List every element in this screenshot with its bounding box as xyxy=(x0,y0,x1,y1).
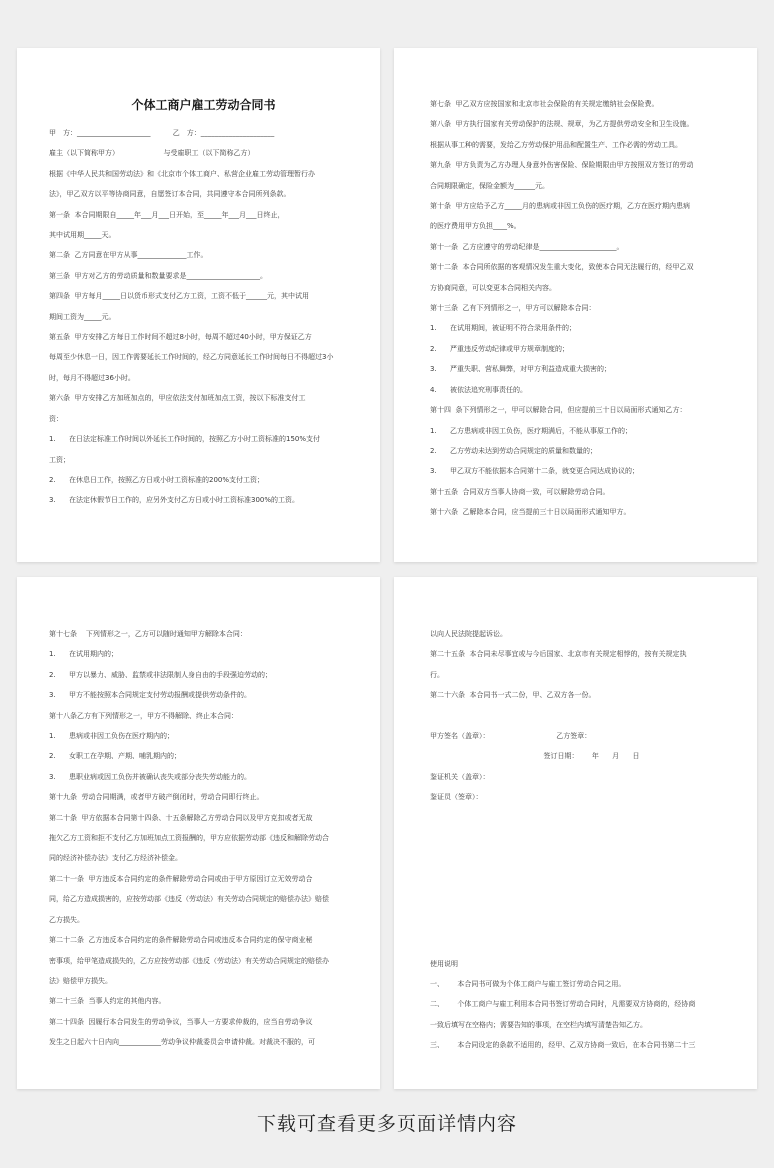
text-line: 三、 本合同设定的条款不适用的，经甲、乙双方协商一致后，在本合同书第二十三 xyxy=(430,1041,696,1050)
text-line: 法》赔偿甲方损失。 xyxy=(49,976,112,985)
text-line: 3. 甲乙双方不能依据本合同第十二条，就变更合同达成协议的； xyxy=(430,467,640,476)
page-4-signature-section xyxy=(430,624,737,808)
text-line: 鉴证员（签章）： xyxy=(430,793,483,802)
text-line: 2. 甲方以暴力、威胁、监禁或非法限制人身自由的手段强迫劳动的； xyxy=(49,670,273,679)
contract-page-4 xyxy=(394,577,757,1089)
text-line: 一致后填写在空格内；需要告知的事项，在空栏内填写清楚告知乙方。 xyxy=(430,1020,647,1029)
text-line: 二、 个体工商户与雇工利用本合同书签订劳动合同时，凡需要双方协商的，经协商 xyxy=(430,1000,696,1009)
text-line: 第十二条 本合同所依据的客观情况发生重大变化，致使本合同无法履行的，经甲乙双 xyxy=(430,263,694,272)
text-line: 签订日期： 年 月 日 xyxy=(430,752,640,761)
text-line: 第一条 本合同期限自_____年___月___日开始，至_____年___月___日终止， xyxy=(49,210,285,219)
text-line: 第十八条乙方有下列情形之一，甲方不得解除、终止本合同： xyxy=(49,711,238,720)
text-line: 第二十一条 甲方违反本合同约定的条件解除劳动合同或由于甲方原因订立无效劳动合 xyxy=(49,874,313,883)
text-line: 甲方签名（盖章）： 乙方签章： xyxy=(430,732,592,741)
text-line: 2. 女职工在孕期、产期、哺乳期内的； xyxy=(49,752,182,761)
text-line: 一、 本合同书可做为个体工商户与雇工签订劳动合同之用。 xyxy=(430,980,626,989)
page-2-body xyxy=(430,94,737,523)
text-line: 期间工资为_____元。 xyxy=(49,312,116,321)
text-line: 的医疗费用甲方负担____%。 xyxy=(430,222,521,231)
text-line: 3. 患职业病或因工负伤并被确认丧失或部分丧失劳动能力的。 xyxy=(49,772,252,781)
text-line: 第二条 乙方同意在甲方从事______________工作。 xyxy=(49,251,208,260)
text-line: 行。 xyxy=(430,670,444,679)
text-line: 方协商同意，可以变更本合同相关内容。 xyxy=(430,283,556,292)
text-line: 甲 方：_____________________ 乙 方：_____________________ xyxy=(49,129,275,137)
text-line: 合同期限确定，保险金额为______元。 xyxy=(430,181,549,190)
text-line: 时，每月不得超过36小时。 xyxy=(49,373,135,382)
text-line: 根据《中华人民共和国劳动法》和《北京市个体工商户、私营企业雇工劳动管理暂行办 xyxy=(49,169,315,178)
text-line: 拖欠乙方工资和拒不支付乙方加班加点工资报酬的，甲方应依据劳动部《违反和解除劳动合 xyxy=(49,834,329,843)
text-line: 第二十三条 当事人约定的其他内容。 xyxy=(49,997,166,1006)
text-line: 第三条 甲方对乙方的劳动质量和数量要求是_____________________。 xyxy=(49,271,267,280)
text-line: 第十七条 下列情形之一，乙方可以随时通知甲方解除本合同： xyxy=(49,630,247,638)
text-line: 2. 在休息日工作，按照乙方日或小时工资标准的200%支付工资； xyxy=(49,475,265,484)
text-line: 第四条 甲方每月_____日以货币形式支付乙方工资，工资不低于______元，其中试用 xyxy=(49,292,309,301)
text-line: 1. 在试用期间，被证明不符合录用条件的； xyxy=(430,324,577,333)
text-line: 1. 乙方患病或非因工负伤，医疗期满后，不能从事原工作的； xyxy=(430,426,633,435)
text-line: 3. 严重失职、营私舞弊，对甲方利益造成重大损害的； xyxy=(430,365,612,374)
text-line: 同的经济补偿办法》支付乙方经济补偿金。 xyxy=(49,854,182,863)
text-line: 第十六条 乙解除本合同，应当提前三十日以局面形式通知甲方。 xyxy=(430,508,631,517)
text-line: 密事项，给甲笔造成损失的，乙方应按劳动部《违反（劳动法）有关劳动合同规定的赔偿办 xyxy=(49,956,329,965)
text-line: 工资； xyxy=(49,455,70,464)
text-line: 3. 在法定休假节日工作的，应另外支付乙方日或小时工资标准300%的工资。 xyxy=(49,496,300,505)
text-line: 第二十二条 乙方违反本合同约定的条件解除劳动合同或违反本合同约定的保守商业秘 xyxy=(49,936,313,945)
text-line: 使用说明 xyxy=(430,959,458,968)
text-line: 4. 被依法追究刑事责任的。 xyxy=(430,385,528,394)
text-line: 第六条 甲方安排乙方加班加点的，甲应依法支付加班加点工资，按以下标准支付工 xyxy=(49,394,306,403)
text-line: 第九条 甲方负责为乙方办理人身意外伤害保险、保险期限由甲方按照双方签订的劳动 xyxy=(430,161,694,170)
text-line: 发生之日起六十日内向____________劳动争议仲裁委员会申请仲裁。对裁决不服的，可 xyxy=(49,1038,315,1047)
text-line: 雇主（以下简称甲方） 与受雇职工（以下简称乙方） xyxy=(49,149,255,158)
text-line: 每周至少休息一日，因工作需要延长工作时间的，经乙方同意延长工作时间每日不得超过3小 xyxy=(49,353,334,362)
more-pages-prompt[interactable]: 下载可查看更多页面详情内容 xyxy=(256,1113,517,1135)
text-line: 法》，甲乙双方以平等协商同意，自愿签订本合同，共同遵守本合同所列条款。 xyxy=(49,190,291,199)
page-3-body xyxy=(49,624,358,1053)
text-line: 乙方损失。 xyxy=(49,915,84,924)
text-line: 第二十五条 本合同未尽事宜或与今后国家、北京市有关规定相悖的，按有关规定执 xyxy=(430,650,687,659)
text-line: 同，给乙方造成损害的，应按劳动部《违反（劳动法）有关劳动合同规定的赔偿办法》赔偿 xyxy=(49,895,329,904)
text-line: 第十九条 劳动合同期满，或者甲方破产倒闭时，劳动合同即行终止。 xyxy=(49,793,264,802)
text-line: 第二十四条 因履行本合同发生的劳动争议，当事人一方要求仲裁的，应当自劳动争议 xyxy=(49,1017,313,1026)
text-line: 资： xyxy=(49,414,63,423)
text-line: 2. 乙方劳动未达到劳动合同规定的质量和数量的； xyxy=(430,446,598,455)
contract-page-1 xyxy=(17,48,380,562)
text-line: 以向人民法院提起诉讼。 xyxy=(430,630,507,638)
page-1-body xyxy=(49,123,358,511)
text-line: 第十三条 乙有下列情形之一，甲方可以解除本合同： xyxy=(430,304,596,313)
contract-page-2 xyxy=(394,48,757,562)
text-line: 第十五条 合同双方当事人协商一致，可以解除劳动合同。 xyxy=(430,487,610,496)
text-line: 其中试用期_____天。 xyxy=(49,231,116,240)
text-line: 根据从事工种的需要，发给乙方劳动保护用品和配置生产、工作必需的劳动工具。 xyxy=(430,140,682,149)
text-line: 第十条 甲方应给予乙方_____月的患病或非因工负伤的医疗期，乙方在医疗期内患病 xyxy=(430,202,690,211)
blank-space xyxy=(430,808,737,954)
text-line: 2. 严重违反劳动纪律或甲方规章制度的； xyxy=(430,344,570,353)
text-line: 第十四 条下列情形之一，甲可以解除合同，但应提前三十日以局面形式通知乙方： xyxy=(430,406,687,415)
text-line: 1. 在试用期内的； xyxy=(49,650,119,659)
text-line: 3. 甲方不能按照本合同规定支付劳动报酬或提供劳动条件的。 xyxy=(49,691,252,700)
text-line: 1. 在日法定标准工作时间以外延长工作时间的，按照乙方小时工资标准的150%支付 xyxy=(49,435,321,444)
text-line: 第十一条 乙方应遵守的劳动纪律是______________________。 xyxy=(430,242,624,251)
text-line: 第五条 甲方安排乙方每日工作时间不超过8小时，每周不超过40小时，甲方保证乙方 xyxy=(49,333,312,342)
contract-page-3 xyxy=(17,577,380,1089)
text-line: 鉴证机关（盖章）： xyxy=(430,772,490,781)
text-line: 第二十六条 本合同书一式二份，甲、乙双方各一份。 xyxy=(430,691,596,700)
text-line: 第七条 甲乙双方应按国家和北京市社会保险的有关规定缴纳社会保险费。 xyxy=(430,100,659,108)
usage-notes-section xyxy=(430,954,737,1056)
text-line xyxy=(430,706,737,726)
text-line: 第二十条 甲方依据本合同第十四条、十五条解除乙方劳动合同以及甲方克扣或者无故 xyxy=(49,813,313,822)
document-title: 个体工商户雇工劳动合同书 xyxy=(131,98,276,112)
text-line: 第八条 甲方执行国家有关劳动保护的法规、规章，为乙方提供劳动安全和卫生设施。 xyxy=(430,120,694,129)
text-line: 1. 患病或非因工负伤在医疗期内的； xyxy=(49,732,175,741)
